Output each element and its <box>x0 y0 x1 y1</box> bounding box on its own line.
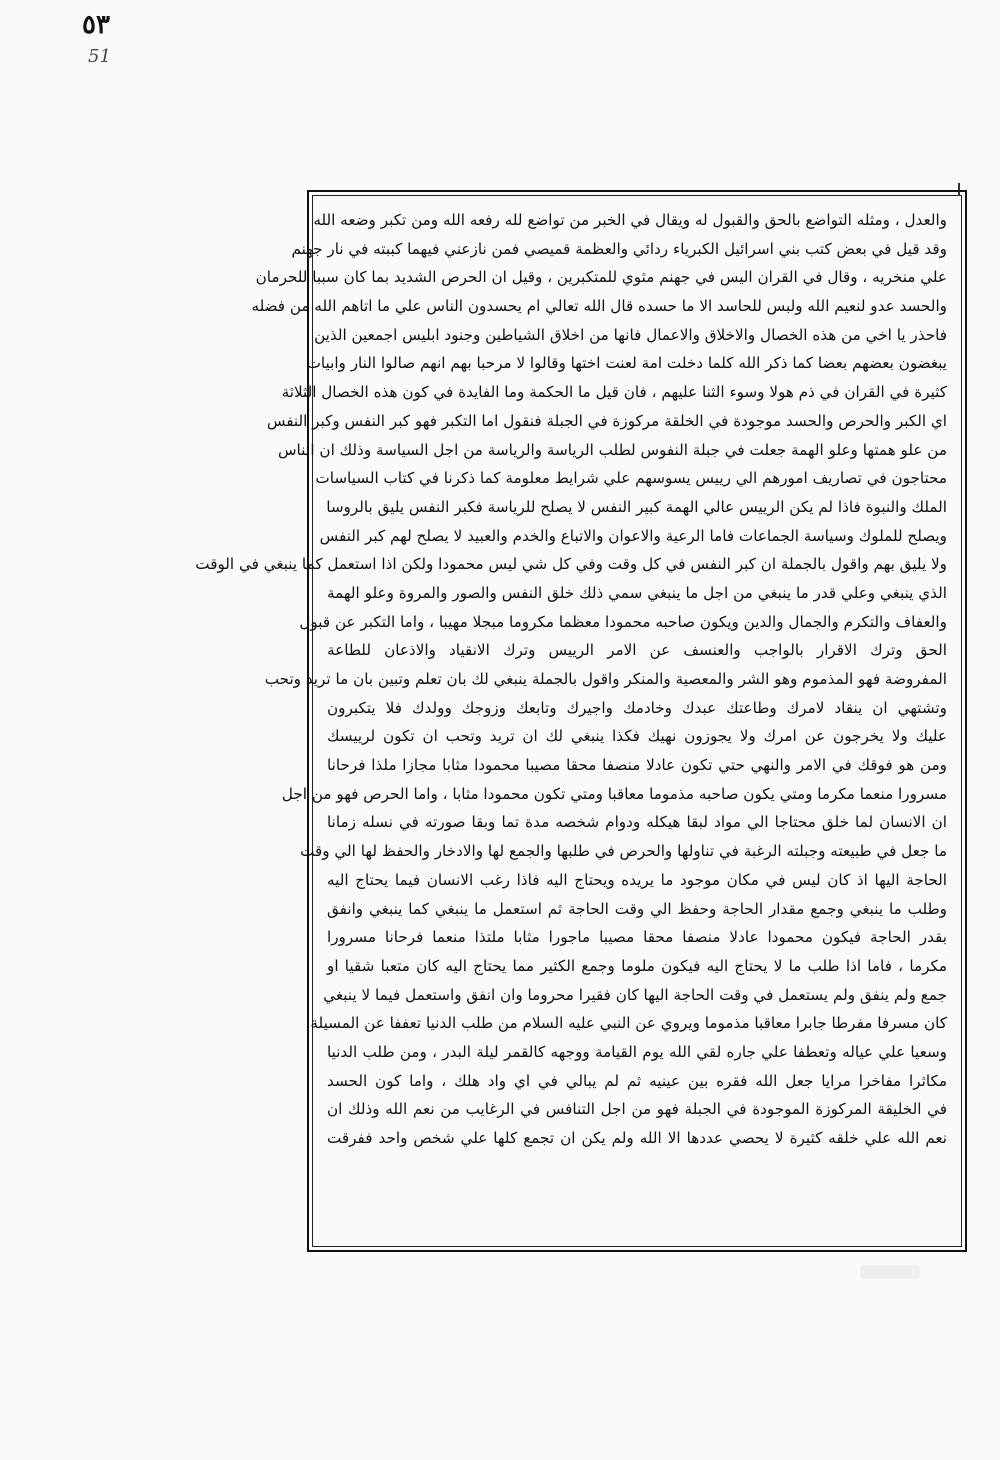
text-line: عليك ولا يخرجون عن امرك ولا يجوزون نهيك فكذا ينبغي لك ان تريد وتحب ان تكون لرييسك <box>327 727 947 746</box>
text-line: بقدر الحاجة فيكون محمودا عادلا منصفا محقا مصيبا ماجورا مثابا ملتذا منعما فرحانا مسرورا <box>327 928 947 947</box>
text-line: وقد قيل في بعض كتب بني اسرائيل الكبرياء ردائي والعظمة قميصي فمن نازعني فيهما كببته في نار جهنم <box>291 239 947 258</box>
text-frame-inner <box>195 195 962 1247</box>
text-line: مكرما ، فاما اذا طلب ما لا يحتاج اليه فيكون ملوما وجمع الكثير مما يحتاج اليه كان متعبا شقيا او <box>327 956 947 975</box>
text-line: من علو همتها وعلو الهمة جعلت في جبلة النفوس لطلب الرياسة والرياسة من اجل السياسة وذلك ان الناس <box>278 440 947 459</box>
text-line: مكاثرا مفاخرا مرايا جعل الله فقره بين عينيه ثم لم يبالي في اي واد هلك ، واما كون الحسد <box>327 1071 947 1090</box>
text-line: والعفاف والتكرم والجمال والدين ويكون صاحبه محمودا معظما مكروما مبجلا مهيبا ، واما التكبر عن قبول <box>299 612 947 631</box>
text-line: وسعيا علي عياله وتعطفا علي جاره لقي الله يوم القيامة ووجهه كالقمر ليلة البدر ، ومن طلب الدنيا <box>327 1042 947 1061</box>
text-line: علي منخريه ، وقال في القران اليس في جهنم مثوي للمتكبرين ، وقيل ان الحرص الشديد بما كان سببا للحرمان <box>255 268 947 287</box>
text-line: ان الانسان لما خلق محتاجا الي مواد لبقا هيكله ودوام شخصه مدة تما وبقا صورته في نسله زمانا <box>327 813 947 832</box>
text-line: وتشتهي ان ينقاد لامرك وطاعتك عبدك وخادمك واجيرك وتابعك وزوجك وولدك فلا يتكبرون <box>327 698 947 717</box>
text-line: المفروضة فهو المذموم وهو الشر والمعصية والمنكر واقول بالجملة ينبغي لك بان تعلم وتبين بان ما تريد وتحب <box>264 670 947 688</box>
text-line: والحسد عدو لنعيم الله ولبس للحاسد الا ما حسده قال الله تعالي ام يحسدون الناس علي ما اتاهم الله من فضله <box>251 297 947 316</box>
page-number-arabic: ٥٣ <box>82 10 110 40</box>
text-line: كان مسرفا مفرطا جابرا معاقبا مذموما ويروي عن النبي عليه السلام من طلب الدنيا تعففا عن المسيلة <box>310 1014 947 1033</box>
text-line: وطلب ما ينبغي وجمع مقدار الحاجة وحفظ الي وقت الحاجة ثم استعمل ما ينبغي كما ينبغي وانفق <box>327 899 947 918</box>
text-line: الحق وترك الاقرار بالواجب والعنسف عن الامر الرييس وترك الانقياد والاذعان للطاعة <box>327 641 947 660</box>
text-line: جمع ولم ينفق ولم يستعمل في وقت الحاجة اليها كان فقيرا محروما وان انفق واستعمل فيما لا ينبغي <box>323 985 947 1004</box>
text-line: والعدل ، ومثله التواضع بالحق والقبول له ويقال في الخبر من تواضع لله رفعه الله ومن تكبر وضعه الله <box>313 211 947 229</box>
page-number-latin: 51 <box>88 46 111 67</box>
text-line: الحاجة اليها اذ كان ليس في مكان موجود ما يريده ويحتاج اليه فاذا رغب الانسان فيما يحتاج اليه <box>327 870 947 889</box>
text-line: محتاجون في تصاريف امورهم الي رييس يسوسهم علي شرايط معلومة كما ذكرنا في كتاب السياسات <box>315 469 947 488</box>
text-line: كثيرة في القران في ذم هولا وسوء الثنا عليهم ، فان قيل ما الحكمة وما الفايدة في كون هذه الخصال الثلاثة <box>281 383 947 402</box>
text-line: يبغضون بعضهم بعضا كما ذكر الله كلما دخلت امة لعنت اختها وقالوا لا مرحبا بهم انهم صالوا النار وابيات <box>306 354 947 373</box>
text-line: الملك والنبوة فاذا لم يكن الرييس عالي الهمة كبير النفس لا يصلح للرياسة فكبر النفس يليق بالروسا <box>326 497 947 516</box>
text-line: فاحذر يا اخي من هذه الخصال والاخلاق والاعمال فانها من اخلاق الشياطين وجنود ابليس اجمعين الذين <box>314 325 947 344</box>
text-line: ما جعل في طبيعته وجبلته الرغبة في تناولها والحرص في طلبها والجمع لها والادخار والحفظ لها الي وقت <box>300 842 947 861</box>
text-line: ومن هو فوقك في الامر والنهي حتي تكون عادلا منصفا محقا مصيبا محمودا مثابا مجازا ملذا فرحانا <box>327 756 947 775</box>
text-line: مسرورا منعما مكرما ومتي يكون صاحبه مذموما معاقبا ومتي تكون محمودا مثابا ، واما الحرص فهو من اجل <box>281 784 947 803</box>
text-line: ولا يليق بهم واقول بالجملة ان كبر النفس في كل وقت وفي كل شي ليس محمودا ولكن اذا استعمل كما ينبغي في الوقت <box>195 555 947 574</box>
text-line: الذي ينبغي وعلي قدر ما ينبغي من اجل ما ينبغي سمي ذلك خلق النفس والصور والمروة وعلو الهمة <box>327 583 947 602</box>
manuscript-text <box>195 206 947 1153</box>
text-line: في الخليقة المركوزة الموجودة في الجبلة فهو من اجل التنافس في الرغايب من نعم الله وذلك ان <box>327 1100 947 1119</box>
text-line: نعم الله علي خلقه كثيرة لا يحصي عددها الا الله ولم يكن ان تجمع كلها علي شخص واحد ففرقت <box>327 1129 947 1147</box>
text-line: ويصلح للملوك وسياسة الجماعات فاما الرعية والاعوان والاتباع والخدم والعبيد لا يصلح لهم كبر النفس <box>319 526 947 545</box>
text-line: اي الكبر والحرص والحسد موجودة في الخلقة مركوزة في الجبلة فنقول اما التكبر فهو كبر النفس وكبر النفس <box>266 411 947 430</box>
faint-stamp <box>860 1265 920 1279</box>
